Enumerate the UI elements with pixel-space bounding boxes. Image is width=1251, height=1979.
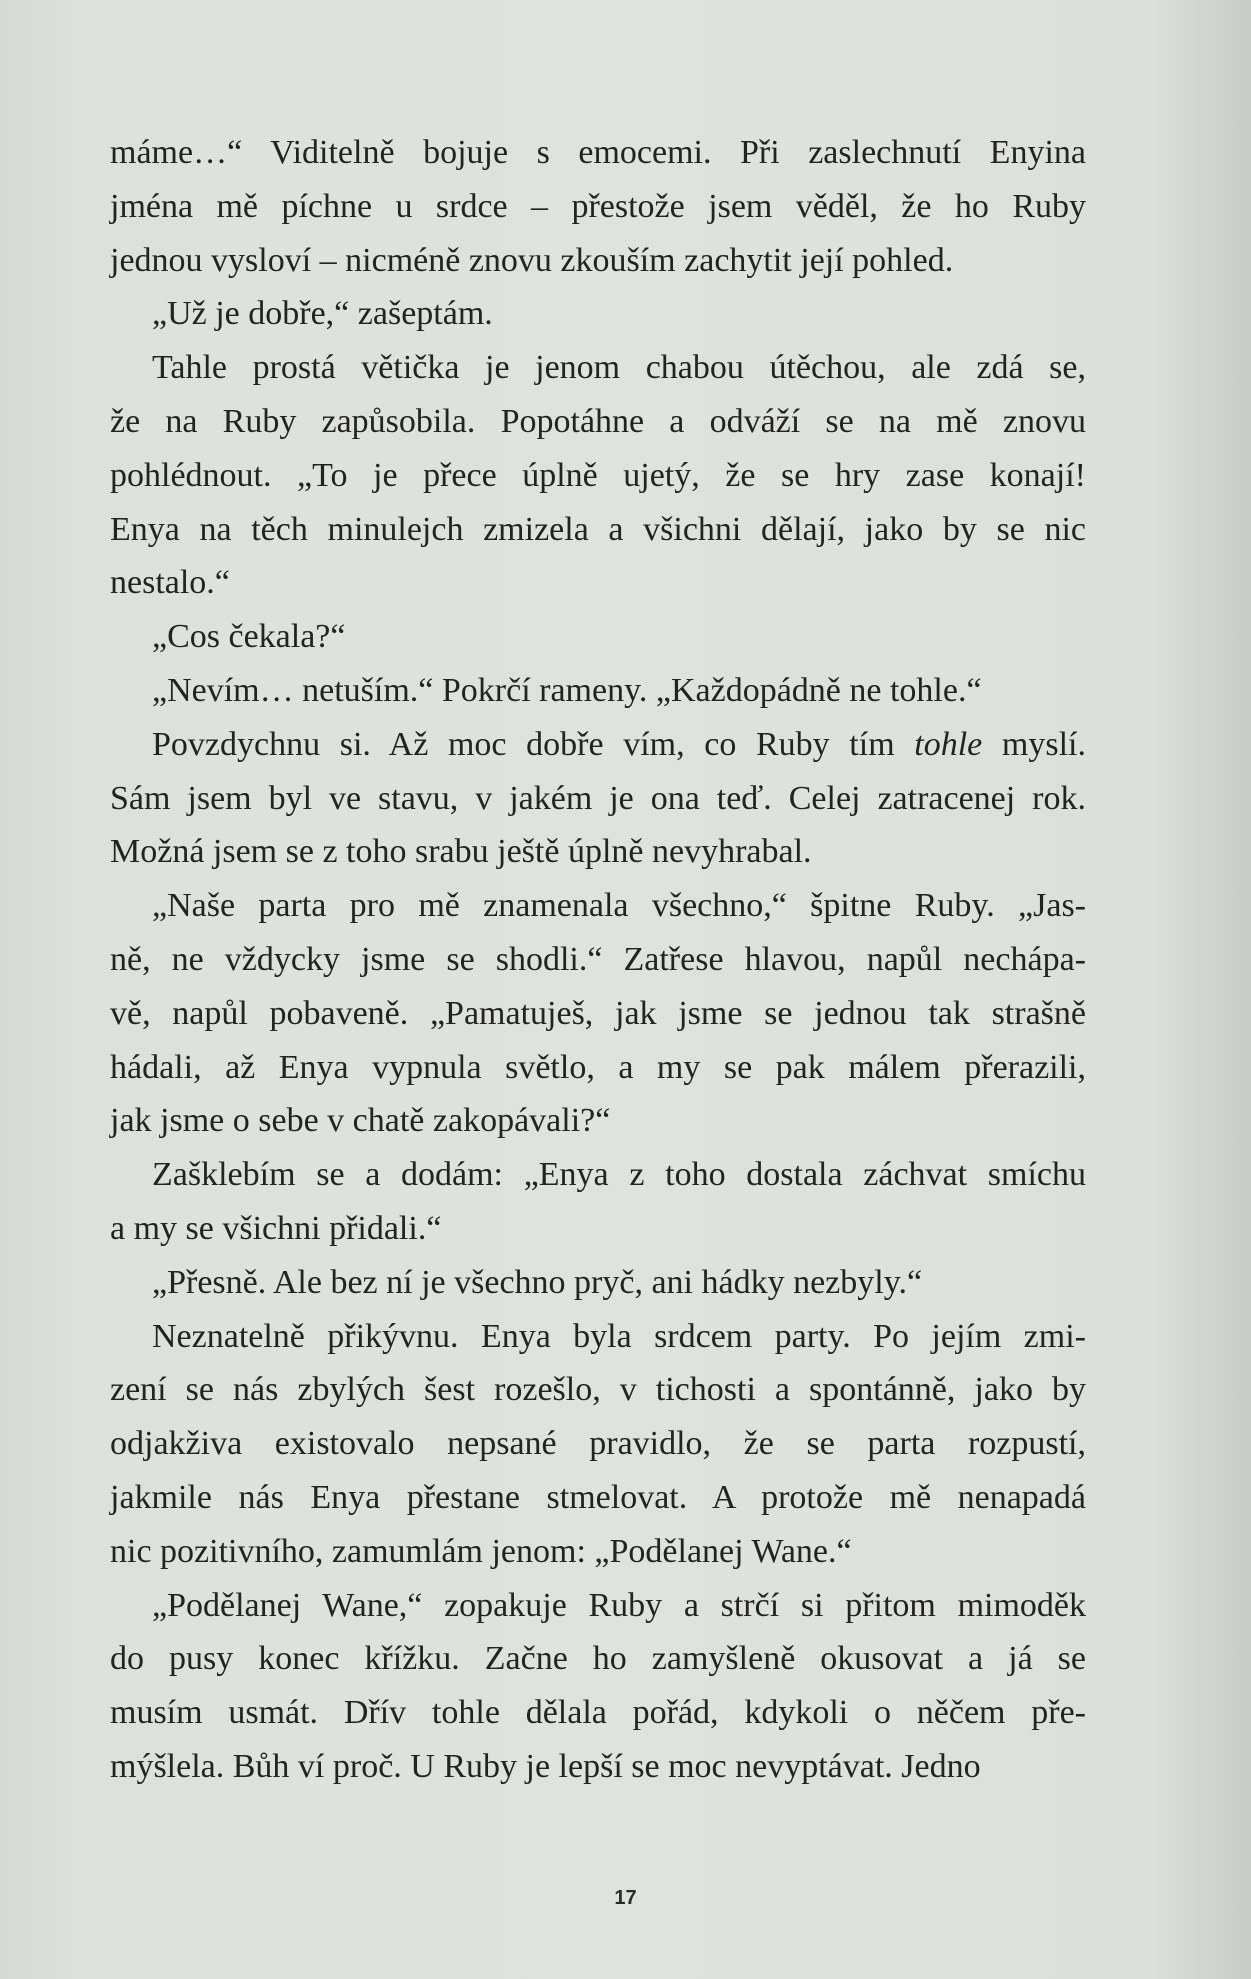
text-line: hádali, až Enya vypnula světlo, a my se pak málem přerazili, <box>110 1048 1086 1086</box>
page-number: 17 <box>614 1887 637 1909</box>
text-line: „Už je dobře,“ zašeptám. <box>152 295 493 333</box>
text-line: mýšlela. Bůh ví proč. U Ruby je lepší se moc nevyptávat. Jedno <box>110 1747 981 1785</box>
text-line: Tahle prostá větička je jenom chabou útěchou, ale zdá se, <box>152 349 1086 387</box>
paragraph <box>110 610 1086 664</box>
text-line: že na Ruby zapůsobila. Popotáhne a odváží se na mě znovu <box>110 402 1086 440</box>
text-line: nestalo.“ <box>110 564 230 602</box>
paragraph <box>110 664 1086 718</box>
paragraph <box>110 1256 1086 1310</box>
text-line: a my se všichni přidali.“ <box>110 1209 442 1247</box>
text-line: jména mě píchne u srdce – přestože jsem věděl, že ho Ruby <box>110 187 1086 225</box>
text-line: Sám jsem byl ve stavu, v jakém je ona teď. Celej zatracenej rok. <box>110 779 1086 817</box>
paragraph <box>110 341 1086 610</box>
paragraph <box>110 718 1086 879</box>
text-line: Neznatelně přikývnu. Enya byla srdcem party. Po jejím zmi- <box>152 1317 1086 1355</box>
text-line: „Cos čekala?“ <box>152 618 346 656</box>
text-line: jakmile nás Enya přestane stmelovat. A protože mě nenapadá <box>110 1478 1086 1516</box>
text-line: pohlédnout. „To je přece úplně ujetý, že se hry zase konají! <box>110 456 1086 494</box>
paragraph <box>110 1148 1086 1256</box>
text-line: Enya na těch minulejch zmizela a všichni dělají, jako by se nic <box>110 510 1086 548</box>
text-line: Možná jsem se z toho srabu ještě úplně nevyhrabal. <box>110 833 812 871</box>
text-line: odjakživa existovalo nepsané pravidlo, že se parta rozpustí, <box>110 1425 1086 1463</box>
text-line: „Nevím… netuším.“ Pokrčí rameny. „Každopádně ne tohle.“ <box>152 671 982 709</box>
text-line: ně, ne vždycky jsme se shodli.“ Zatřese hlavou, napůl nechápa- <box>110 940 1086 978</box>
text-line: zení se nás zbylých šest rozešlo, v tichosti a spontánně, jako by <box>110 1371 1086 1409</box>
text-line: Povzdychnu si. Až moc dobře vím, co Ruby tím tohle myslí. <box>152 725 1086 763</box>
text-line: nic pozitivního, zamumlám jenom: „Podělanej Wane.“ <box>110 1532 852 1570</box>
paragraph <box>110 1310 1086 1579</box>
paragraph <box>110 1579 1086 1794</box>
text-line: jednou vysloví – nicméně znovu zkouším zachytit její pohled. <box>110 241 954 279</box>
emphasis: tohle <box>914 725 983 763</box>
body-text <box>110 126 1086 1794</box>
text-line: musím usmát. Dřív tohle dělala pořád, kdykoli o něčem pře- <box>110 1694 1086 1732</box>
text-line: „Přesně. Ale bez ní je všechno pryč, ani hádky nezbyly.“ <box>152 1263 923 1301</box>
paragraph <box>110 287 1086 341</box>
text-line: do pusy konec křížku. Začne ho zamyšleně okusovat a já se <box>110 1640 1086 1678</box>
text-line: jak jsme o sebe v chatě zakopávali?“ <box>110 1102 611 1140</box>
text-line: máme…“ Viditelně bojuje s emocemi. Při zaslechnutí Enyina <box>110 134 1086 171</box>
text-line: „Podělanej Wane,“ zopakuje Ruby a strčí si přitom mimoděk <box>152 1586 1086 1624</box>
paragraph <box>110 879 1086 1148</box>
text-line: „Naše parta pro mě znamenala všechno,“ špitne Ruby. „Jas- <box>152 887 1086 925</box>
paragraph <box>110 126 1086 287</box>
text-line: Zašklebím se a dodám: „Enya z toho dostala záchvat smíchu <box>152 1156 1086 1194</box>
text-line: vě, napůl pobaveně. „Pamatuješ, jak jsme se jednou tak strašně <box>110 994 1086 1032</box>
